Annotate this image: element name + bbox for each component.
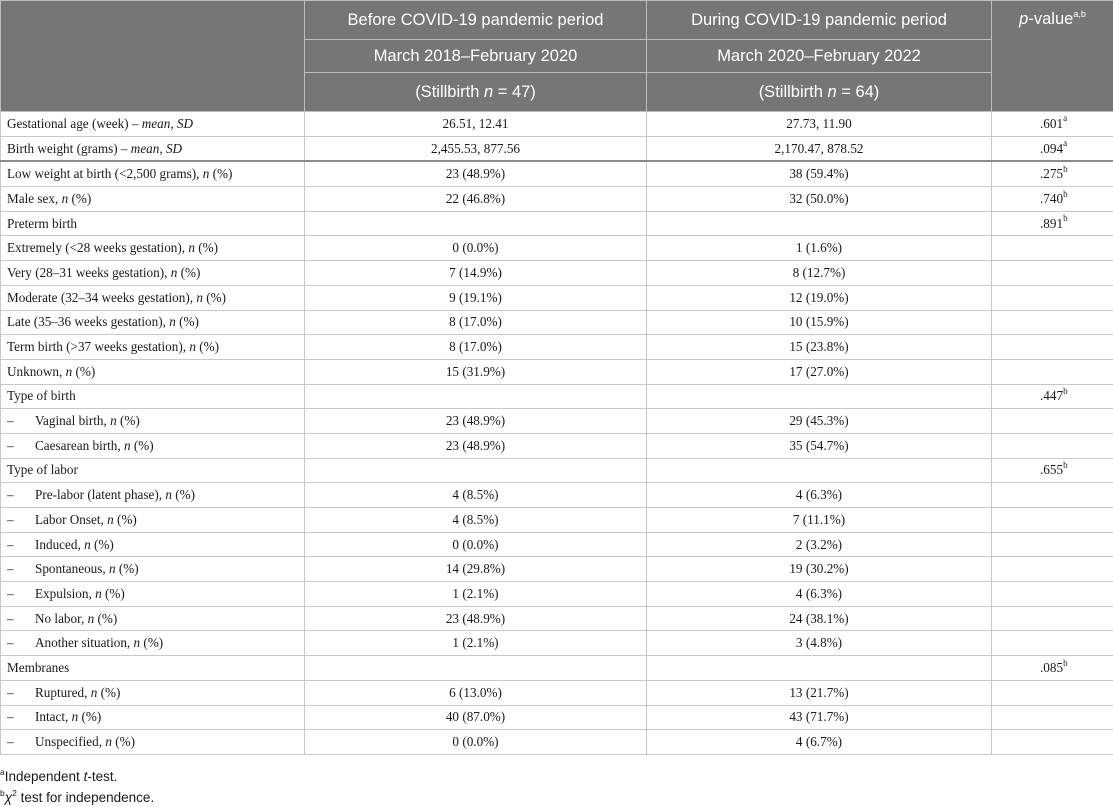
row-p-value-cell [992, 335, 1113, 360]
table-row [1, 483, 1113, 508]
row-label-text: Moderate (32–34 weeks gestation), [7, 289, 197, 305]
row-label-suffix: (%) [175, 314, 199, 330]
row-label-italic: n [71, 709, 79, 725]
footnote-b-marker: b [0, 787, 5, 798]
row-p-value: .085 [1040, 659, 1064, 675]
row-label-italic: mean, SD [130, 140, 183, 156]
row-during-value: 7 (11.1%) [647, 508, 992, 533]
row-dash-marker: – [7, 561, 14, 577]
row-label-text: Low weight at birth (<2,500 grams), [7, 166, 203, 182]
row-label-suffix: (%) [97, 684, 121, 700]
row-during-value: 24 (38.1%) [647, 606, 992, 631]
table-row [1, 409, 1113, 434]
header-p-italic: p [1019, 10, 1029, 28]
row-label-text: No labor, [35, 610, 88, 626]
table-row [1, 211, 1113, 236]
row-before-value: 6 (13.0%) [305, 680, 647, 705]
row-label-text: Very (28–31 weeks gestation), [7, 264, 171, 280]
row-label-italic: mean, SD [141, 115, 194, 131]
row-p-value-cell [992, 458, 1113, 483]
row-during-value: 27.73, 11.90 [647, 112, 992, 137]
table-row [1, 631, 1113, 656]
row-label-text: Type of labor [7, 462, 78, 478]
row-label-cell [1, 730, 305, 755]
row-label-italic: n [202, 166, 210, 182]
header-corner-cell [1, 1, 305, 112]
row-label-cell [1, 261, 305, 286]
row-label-cell [1, 433, 305, 458]
header-during-period: During COVID-19 pandemic period [647, 1, 992, 40]
table-row [1, 557, 1113, 582]
row-p-value: .601 [1040, 115, 1064, 131]
row-dash-marker: – [7, 684, 14, 700]
table-row [1, 285, 1113, 310]
row-p-value-cell [992, 508, 1113, 533]
row-p-value-cell [992, 483, 1113, 508]
row-before-value [305, 384, 647, 409]
row-label-cell [1, 384, 305, 409]
row-during-value: 29 (45.3%) [647, 409, 992, 434]
row-p-value: .891 [1040, 215, 1064, 231]
row-label-suffix: (%) [113, 511, 137, 527]
row-label-suffix: (%) [90, 536, 114, 552]
row-during-value [647, 458, 992, 483]
header-during-n-pre: (Stillbirth [758, 82, 828, 101]
row-p-superscript: a [1063, 138, 1068, 149]
footnote-a-marker: a [0, 766, 5, 777]
row-p-value: .094 [1040, 140, 1064, 156]
row-during-value [647, 656, 992, 681]
row-before-value: 1 (2.1%) [305, 582, 647, 607]
row-p-value-cell [992, 409, 1113, 434]
row-label-suffix: (%) [72, 363, 96, 379]
row-label-text: Late (35–36 weeks gestation), [7, 314, 170, 330]
row-label-italic: n [87, 610, 95, 626]
row-label-italic: n [133, 635, 141, 651]
row-label-text: Spontaneous, [35, 561, 109, 577]
table-row [1, 384, 1113, 409]
table-body [1, 112, 1113, 755]
row-before-value: 14 (29.8%) [305, 557, 647, 582]
row-label-italic: n [110, 413, 117, 429]
table-row [1, 261, 1113, 286]
row-label-italic: n [109, 561, 116, 577]
row-before-value: 9 (19.1%) [305, 285, 647, 310]
row-label-text: Membranes [7, 659, 70, 675]
row-label-text: Another situation, [35, 635, 134, 651]
row-p-value-cell [992, 433, 1113, 458]
row-p-superscript: b [1063, 460, 1068, 471]
row-p-value-cell [992, 211, 1113, 236]
row-during-value [647, 211, 992, 236]
header-during-dates: March 2020–February 2022 [647, 40, 992, 73]
row-before-value: 0 (0.0%) [305, 236, 647, 261]
table-row [1, 680, 1113, 705]
row-label-cell [1, 458, 305, 483]
footnote-b [0, 787, 155, 805]
row-during-value: 12 (19.0%) [647, 285, 992, 310]
row-before-value: 4 (8.5%) [305, 483, 647, 508]
row-label-italic: n [165, 487, 172, 503]
row-label-suffix: (%) [116, 413, 140, 429]
row-label-suffix: (%) [68, 190, 92, 206]
table-row [1, 582, 1113, 607]
row-label-cell [1, 136, 305, 161]
row-dash-marker: – [7, 487, 14, 503]
row-label-text: Type of birth [7, 388, 76, 404]
row-label-text: Unknown, [7, 363, 66, 379]
row-before-value: 0 (0.0%) [305, 730, 647, 755]
row-label-cell [1, 161, 305, 186]
row-label-text: Gestational age (week) – [7, 115, 142, 131]
row-label-italic: n [170, 264, 178, 280]
row-during-value: 15 (23.8%) [647, 335, 992, 360]
row-label-suffix: (%) [94, 610, 118, 626]
table-row [1, 508, 1113, 533]
header-before-dates: March 2018–February 2020 [305, 40, 647, 73]
row-before-value: 23 (48.9%) [305, 161, 647, 186]
header-during-n-post: = 64) [836, 82, 880, 101]
row-before-value: 2,455.53, 877.56 [305, 136, 647, 161]
table-row [1, 656, 1113, 681]
row-label-suffix: (%) [140, 635, 164, 651]
row-p-superscript: b [1063, 657, 1068, 668]
row-p-value-cell [992, 359, 1113, 384]
header-before-n-post: = 47) [493, 82, 536, 101]
row-during-value: 4 (6.3%) [647, 483, 992, 508]
row-before-value [305, 656, 647, 681]
row-before-value: 22 (46.8%) [305, 187, 647, 212]
row-before-value [305, 211, 647, 236]
row-dash-marker: – [7, 536, 14, 552]
row-during-value: 3 (4.8%) [647, 631, 992, 656]
row-before-value: 7 (14.9%) [305, 261, 647, 286]
row-dash-marker: – [7, 585, 14, 601]
row-p-superscript: a [1063, 113, 1068, 124]
row-during-value: 32 (50.0%) [647, 187, 992, 212]
row-label-text: Unspecified, [35, 734, 106, 750]
row-dash-marker: – [7, 610, 14, 626]
row-p-superscript: b [1063, 163, 1068, 174]
row-p-value-cell [992, 631, 1113, 656]
table-row [1, 606, 1113, 631]
header-during-n-italic: n [827, 82, 837, 101]
row-label-suffix: (%) [171, 487, 196, 503]
row-label-cell [1, 409, 305, 434]
table-row [1, 136, 1113, 161]
row-before-value: 0 (0.0%) [305, 532, 647, 557]
footnote-b-text: test for independence. [16, 790, 155, 805]
row-p-value-cell [992, 532, 1113, 557]
row-label-suffix: (%) [130, 437, 154, 453]
row-p-value-cell [992, 261, 1113, 286]
table-row [1, 236, 1113, 261]
row-label-suffix: (%) [194, 240, 219, 256]
row-label-cell [1, 112, 305, 137]
row-label-cell [1, 285, 305, 310]
row-label-text: Preterm birth [7, 215, 77, 231]
row-before-value: 1 (2.1%) [305, 631, 647, 656]
row-dash-marker: – [7, 437, 14, 453]
row-label-cell [1, 656, 305, 681]
row-label-italic: n [105, 734, 112, 750]
row-label-text: Caesarean birth, [35, 437, 124, 453]
row-before-value [305, 458, 647, 483]
row-during-value: 43 (71.7%) [647, 705, 992, 730]
row-before-value: 23 (48.9%) [305, 433, 647, 458]
header-during-n [647, 73, 992, 112]
table-row [1, 532, 1113, 557]
row-p-value: .655 [1040, 462, 1064, 478]
row-dash-marker: – [7, 734, 14, 750]
row-label-cell [1, 606, 305, 631]
row-label-suffix: (%) [202, 289, 227, 305]
row-during-value: 17 (27.0%) [647, 359, 992, 384]
table-row [1, 187, 1113, 212]
row-dash-marker: – [7, 709, 14, 725]
row-label-suffix: (%) [115, 561, 139, 577]
table-row [1, 310, 1113, 335]
row-label-cell [1, 483, 305, 508]
row-p-value-cell [992, 112, 1113, 137]
row-label-cell [1, 187, 305, 212]
row-during-value: 10 (15.9%) [647, 310, 992, 335]
row-p-value: .447 [1040, 388, 1064, 404]
row-label-italic: n [95, 585, 102, 601]
header-before-n-pre: (Stillbirth [415, 82, 484, 101]
row-before-value: 8 (17.0%) [305, 310, 647, 335]
row-dash-marker: – [7, 413, 14, 429]
row-p-value-cell [992, 656, 1113, 681]
table-row [1, 359, 1113, 384]
row-label-suffix: (%) [177, 264, 201, 280]
row-label-cell [1, 508, 305, 533]
row-p-value-cell [992, 557, 1113, 582]
footnote-a-text-italic: t [83, 769, 88, 784]
row-label-cell [1, 582, 305, 607]
row-label-italic: n [90, 684, 98, 700]
row-label-italic: n [189, 339, 196, 355]
header-before-n-italic: n [483, 82, 494, 101]
row-during-value: 4 (6.3%) [647, 582, 992, 607]
row-before-value: 40 (87.0%) [305, 705, 647, 730]
row-during-value: 35 (54.7%) [647, 433, 992, 458]
row-label-text: Labor Onset, [35, 511, 108, 527]
row-label-text: Birth weight (grams) – [7, 140, 131, 156]
header-before-period: Before COVID-19 pandemic period [305, 1, 647, 40]
table-header [1, 1, 1113, 112]
row-during-value: 38 (59.4%) [647, 161, 992, 186]
table-row [1, 161, 1113, 186]
row-label-cell [1, 211, 305, 236]
row-before-value: 23 (48.9%) [305, 409, 647, 434]
row-label-text: Pre-labor (latent phase), [35, 487, 166, 503]
table-row [1, 112, 1113, 137]
row-during-value: 4 (6.7%) [647, 730, 992, 755]
header-before-n [305, 73, 647, 112]
row-label-suffix: (%) [195, 339, 219, 355]
footnote-a-text-post: -test. [87, 769, 118, 784]
row-label-text: Ruptured, [35, 684, 91, 700]
row-during-value [647, 384, 992, 409]
row-before-value: 8 (17.0%) [305, 335, 647, 360]
row-p-value-cell [992, 384, 1113, 409]
row-label-italic: n [61, 190, 69, 206]
row-label-cell [1, 680, 305, 705]
row-label-suffix: (%) [101, 585, 125, 601]
row-p-value-cell [992, 236, 1113, 261]
row-label-text: Extremely (<28 weeks gestation), [7, 240, 189, 256]
row-label-cell [1, 532, 305, 557]
row-label-italic: n [196, 289, 203, 305]
row-p-value-cell [992, 582, 1113, 607]
row-label-suffix: (%) [209, 166, 233, 182]
row-p-value-cell [992, 161, 1113, 186]
row-dash-marker: – [7, 511, 14, 527]
row-p-value-cell [992, 705, 1113, 730]
footnote-a [0, 766, 118, 784]
row-label-cell [1, 705, 305, 730]
row-p-value: .740 [1040, 190, 1064, 206]
row-label-cell [1, 236, 305, 261]
row-p-superscript: b [1063, 213, 1068, 224]
row-p-value-cell [992, 136, 1113, 161]
row-label-suffix: (%) [111, 734, 135, 750]
row-label-italic: n [123, 437, 131, 453]
row-label-text: Intact, [35, 709, 72, 725]
header-p-sup: a,b [1073, 8, 1086, 19]
row-label-cell [1, 359, 305, 384]
row-label-text: Induced, [35, 536, 85, 552]
row-p-value-cell [992, 606, 1113, 631]
table-row [1, 730, 1113, 755]
row-label-italic: n [65, 363, 73, 379]
row-during-value: 13 (21.7%) [647, 680, 992, 705]
table-row [1, 705, 1113, 730]
row-during-value: 19 (30.2%) [647, 557, 992, 582]
row-label-italic: n [107, 511, 114, 527]
footnote-b-power: 2 [12, 787, 17, 798]
row-p-value: .275 [1040, 166, 1064, 182]
row-label-italic: n [169, 314, 176, 330]
row-p-value-cell [992, 187, 1113, 212]
row-during-value: 8 (12.7%) [647, 261, 992, 286]
footnote-b-chi-symbol: χ [4, 790, 13, 805]
row-label-cell [1, 631, 305, 656]
row-before-value: 26.51, 12.41 [305, 112, 647, 137]
row-before-value: 23 (48.9%) [305, 606, 647, 631]
row-label-suffix: (%) [78, 709, 102, 725]
table-row [1, 433, 1113, 458]
row-during-value: 2,170.47, 878.52 [647, 136, 992, 161]
row-p-value-cell [992, 730, 1113, 755]
row-during-value: 1 (1.6%) [647, 236, 992, 261]
table-row [1, 458, 1113, 483]
row-label-text: Vaginal birth, [35, 413, 111, 429]
row-p-superscript: b [1063, 188, 1068, 199]
footnote-a-text-pre: Independent [4, 769, 84, 784]
row-label-italic: n [84, 536, 91, 552]
row-label-italic: n [188, 240, 195, 256]
row-label-text: Term birth (>37 weeks gestation), [7, 339, 190, 355]
row-label-text: Expulsion, [35, 585, 96, 601]
row-dash-marker: – [7, 635, 14, 651]
row-p-superscript: b [1063, 386, 1068, 397]
row-label-cell [1, 335, 305, 360]
row-label-cell [1, 310, 305, 335]
row-p-value-cell [992, 680, 1113, 705]
row-label-cell [1, 557, 305, 582]
row-p-value-cell [992, 310, 1113, 335]
row-during-value: 2 (3.2%) [647, 532, 992, 557]
row-p-value-cell [992, 285, 1113, 310]
header-p-rest: -value [1028, 10, 1074, 28]
table-row [1, 335, 1113, 360]
row-before-value: 4 (8.5%) [305, 508, 647, 533]
row-before-value: 15 (31.9%) [305, 359, 647, 384]
header-p-value [992, 1, 1113, 112]
row-label-text: Male sex, [7, 190, 62, 206]
